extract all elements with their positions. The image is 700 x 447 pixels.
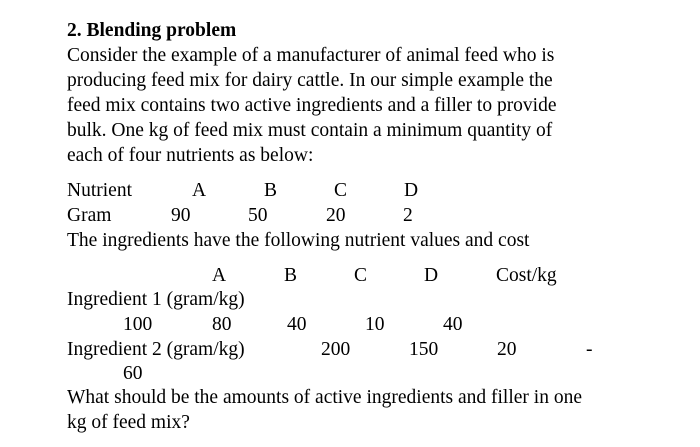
ingredient-header-d: D [424,265,439,286]
gram-value-b: 50 [248,205,268,226]
nutrient-row-label: Nutrient [67,180,132,201]
section-heading: 2. Blending problem [67,20,237,41]
ingredient-2-value-a: 200 [321,339,351,360]
intro-line-4: bulk. One kg of feed mix must contain a minimum quantity of [67,120,553,141]
intro-line-2: producing feed mix for dairy cattle. In our simple example the [67,70,553,91]
ingredient-2-value-d: - [586,339,593,360]
ingredient-header-cost: Cost/kg [496,265,557,286]
ingredient-2-label: Ingredient 2 (gram/kg) [67,339,245,360]
ingredients-intro: The ingredients have the following nutrient values and cost [67,230,530,251]
nutrient-d-header: D [404,180,419,201]
nutrient-b-header: B [264,180,278,201]
intro-line-3: feed mix contains two active ingredients and a filler to provide [67,95,557,116]
gram-row-label: Gram [67,205,112,226]
nutrient-a-header: A [192,180,207,201]
intro-line-1: Consider the example of a manufacturer of animal feed who is [67,45,555,66]
ingredient-1-value-a: 100 [123,314,153,335]
question-line-2: kg of feed mix? [67,412,190,433]
ingredient-2-value-c: 20 [497,339,517,360]
question-line-1: What should be the amounts of active ingredients and filler in one [67,387,582,408]
ingredient-header-c: C [354,265,368,286]
intro-line-5: each of four nutrients as below: [67,145,314,166]
ingredient-1-cost: 40 [443,314,463,335]
gram-value-d: 2 [403,205,413,226]
ingredient-1-value-c: 40 [287,314,307,335]
ingredient-1-value-d: 10 [365,314,385,335]
ingredient-header-a: A [212,265,227,286]
ingredient-1-value-b: 80 [212,314,232,335]
ingredient-1-label: Ingredient 1 (gram/kg) [67,289,245,310]
gram-value-c: 20 [326,205,346,226]
ingredient-2-cost: 60 [123,363,143,384]
nutrient-c-header: C [334,180,348,201]
ingredient-header-b: B [284,265,298,286]
gram-value-a: 90 [171,205,191,226]
ingredient-2-value-b: 150 [409,339,439,360]
